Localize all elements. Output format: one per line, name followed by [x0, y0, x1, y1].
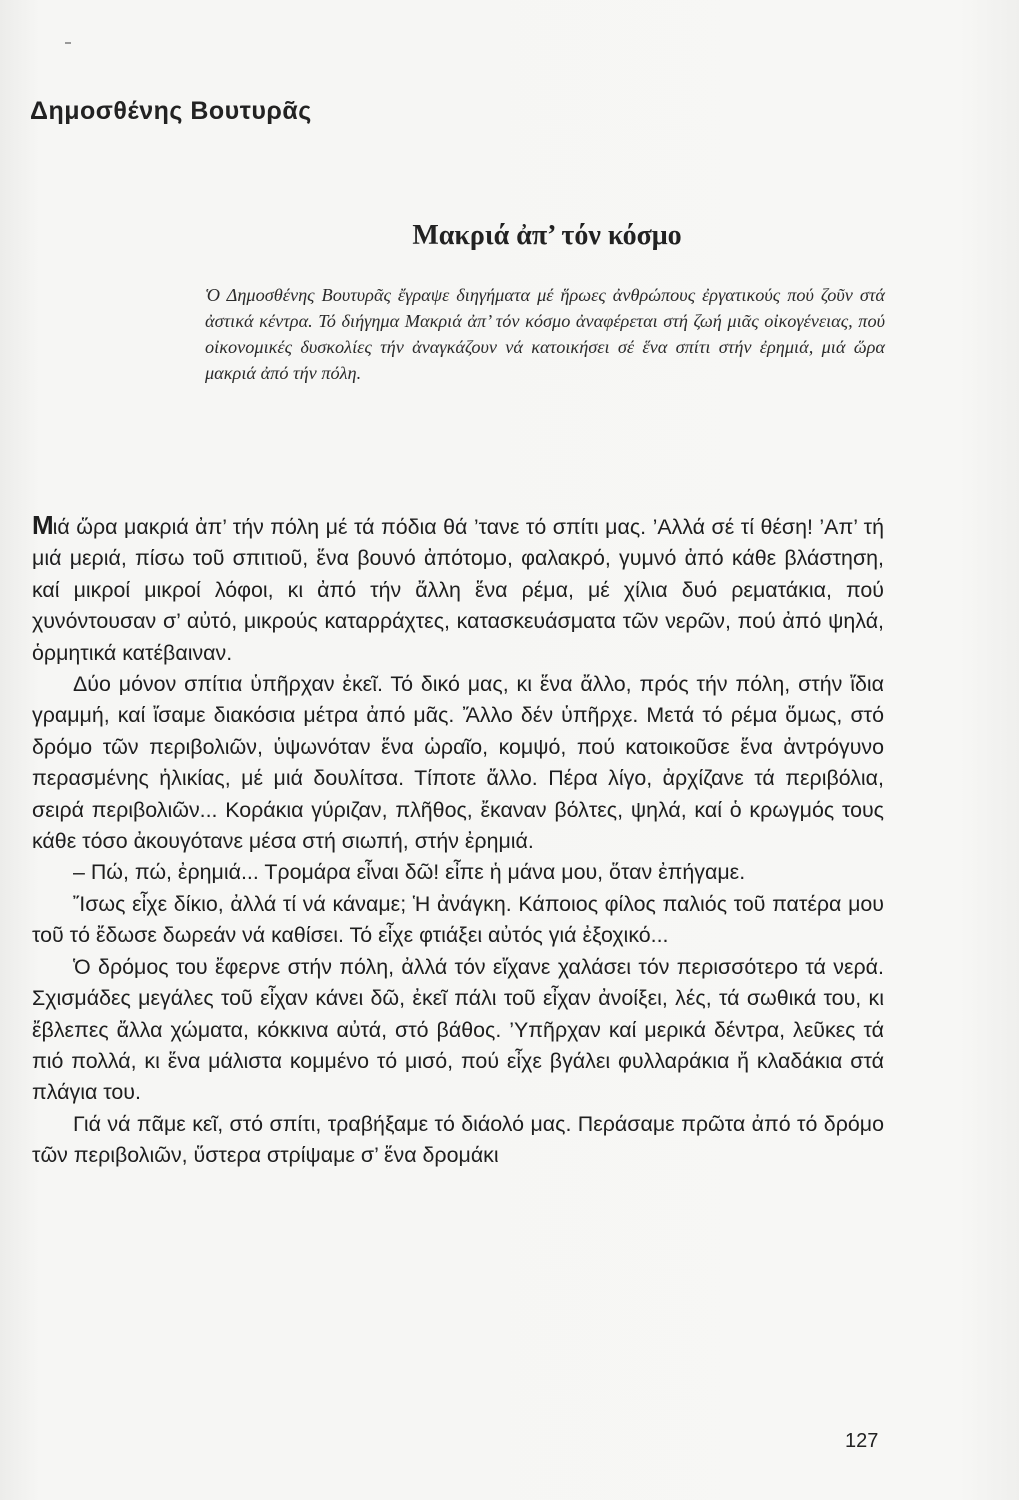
- paragraph: – Πώ, πώ, ἐρημιά... Τρομάρα εἶναι δῶ! εἶπε ἡ μάνα μου, ὅταν ἐπήγαμε.: [73, 860, 746, 885]
- paragraph: Ἴσως εἶχε δίκιο, ἀλλά τί νά κάναμε; Ἡ ἀνάγκη. Κάποιος φίλος παλιός τοῦ πατέρα μου τοῦ τό ἔδωσε δωρεάν νά καθίσει. Τό εἶχε φτιάξει αὐτός γιά ἐξοχικό...: [32, 891, 884, 948]
- paragraph: Ὁ δρόμος του ἔφερνε στήν πόλη, ἀλλά τόν εἴχανε χαλάσει τόν περισσότερο τά νερά. Σχισμάδες μεγάλες τοῦ εἶχαν κάνει δῶ, ἐκεῖ πάλι τοῦ εἶχαν ἀνοίξει, λές, τά σωθικά του, κι ἔβλεπες ἄλλα χώματα, κόκκινα αὐτά, στό βάθος. ’Υπῆρχαν καί μερικά δέντρα, λεῦκες τά πιό πολλά, κι ἕνα μάλιστα κομμένο τό μισό, πού εἶχε βγάλει φυλλαράκια ἤ κλαδάκια στά πλάγια του.: [32, 954, 884, 1105]
- paragraph-text: ιά ὥρα μακριά ἀπ’ τήν πόλη μέ τά πόδια θά ’τανε τό σπίτι μας. ’Αλλά σέ τί θέση! ’Απ’ τή μιά μεριά, πίσω τοῦ σπιτιοῦ, ἕνα βουνό ἀπότομο, φαλακρό, γυμνό ἀπό κάθε βλάστηση, καί μικροί μικροί λόφοι, κι ἀπό τήν ἄλλη ἕνα ρέμα, μέ χίλια δυό ρεματάκια, πού χυνόντουσαν σ’ αὐτό, μικρούς καταρράχτες, κατασκευάσματα τῶν νερῶν, πού ἀπό ψηλά, ὁρμητικά κατέβαιναν.: [32, 515, 884, 665]
- drop-cap: Μ: [32, 510, 53, 540]
- scan-speck: [65, 42, 71, 44]
- story-body: [32, 510, 884, 1172]
- story-title: Μακριά ἀπ’ τόν κόσμο: [412, 220, 682, 251]
- paragraph: [32, 510, 884, 669]
- intro-note: Ὁ Δημοσθένης Βουτυρᾶς ἔγραψε διηγήματα μέ ἥρωες ἀνθρώπους ἐργατικούς πού ζοῦν στά ἀστικά κέντρα. Τό διήγημα Μακριά ἀπ’ τόν κόσμο ἀναφέρεται στή ζωή μιᾶς οἰκογένειας, πού οἰκονομικές δυσκολίες τήν ἀναγκάζουν νά κατοικήσει σέ ἕνα σπίτι στήν ἐρημιά, μιά ὥρα μακριά ἀπό τήν πόλη.: [205, 285, 885, 383]
- paragraph: Δύο μόνον σπίτια ὑπῆρχαν ἐκεῖ. Τό δικό μας, κι ἕνα ἄλλο, πρός τήν πόλη, στήν ἴδια γραμμή, καί ἴσαμε διακόσια μέτρα ἀπό μᾶς. Ἄλλο δέν ὑπῆρχε. Μετά τό ρέμα ὅμως, στό δρόμο τῶν περιβολιῶν, ὑψωνόταν ἕνα ὡραῖο, κομψό, πού κατοικοῦσε ἕνα ἀντρόγυνο περασμένης ἡλικίας, μέ μιά δουλίτσα. Τίποτε ἄλλο. Πέρα λίγο, ἀρχίζανε τά περιβόλια, σειρά περιβολιῶν... Κοράκια γύριζαν, πλῆθος, ἔκαναν βόλτες, ψηλά, καί ὁ κρωγμός τους κάθε τόσο ἀκουγότανε μέσα στή σιωπή, στήν ἐρημιά.: [32, 672, 884, 854]
- paragraph: Γιά νά πᾶμε κεῖ, στό σπίτι, τραβήξαμε τό διάολό μας. Περάσαμε πρῶτα ἀπό τό δρόμο τῶν περιβολιῶν, ὕστερα στρίψαμε σ’ ἕνα δρομάκι: [32, 1111, 884, 1168]
- author-name: Δημοσθένης Βουτυρᾶς: [30, 97, 312, 125]
- page-number: 127: [845, 1430, 879, 1452]
